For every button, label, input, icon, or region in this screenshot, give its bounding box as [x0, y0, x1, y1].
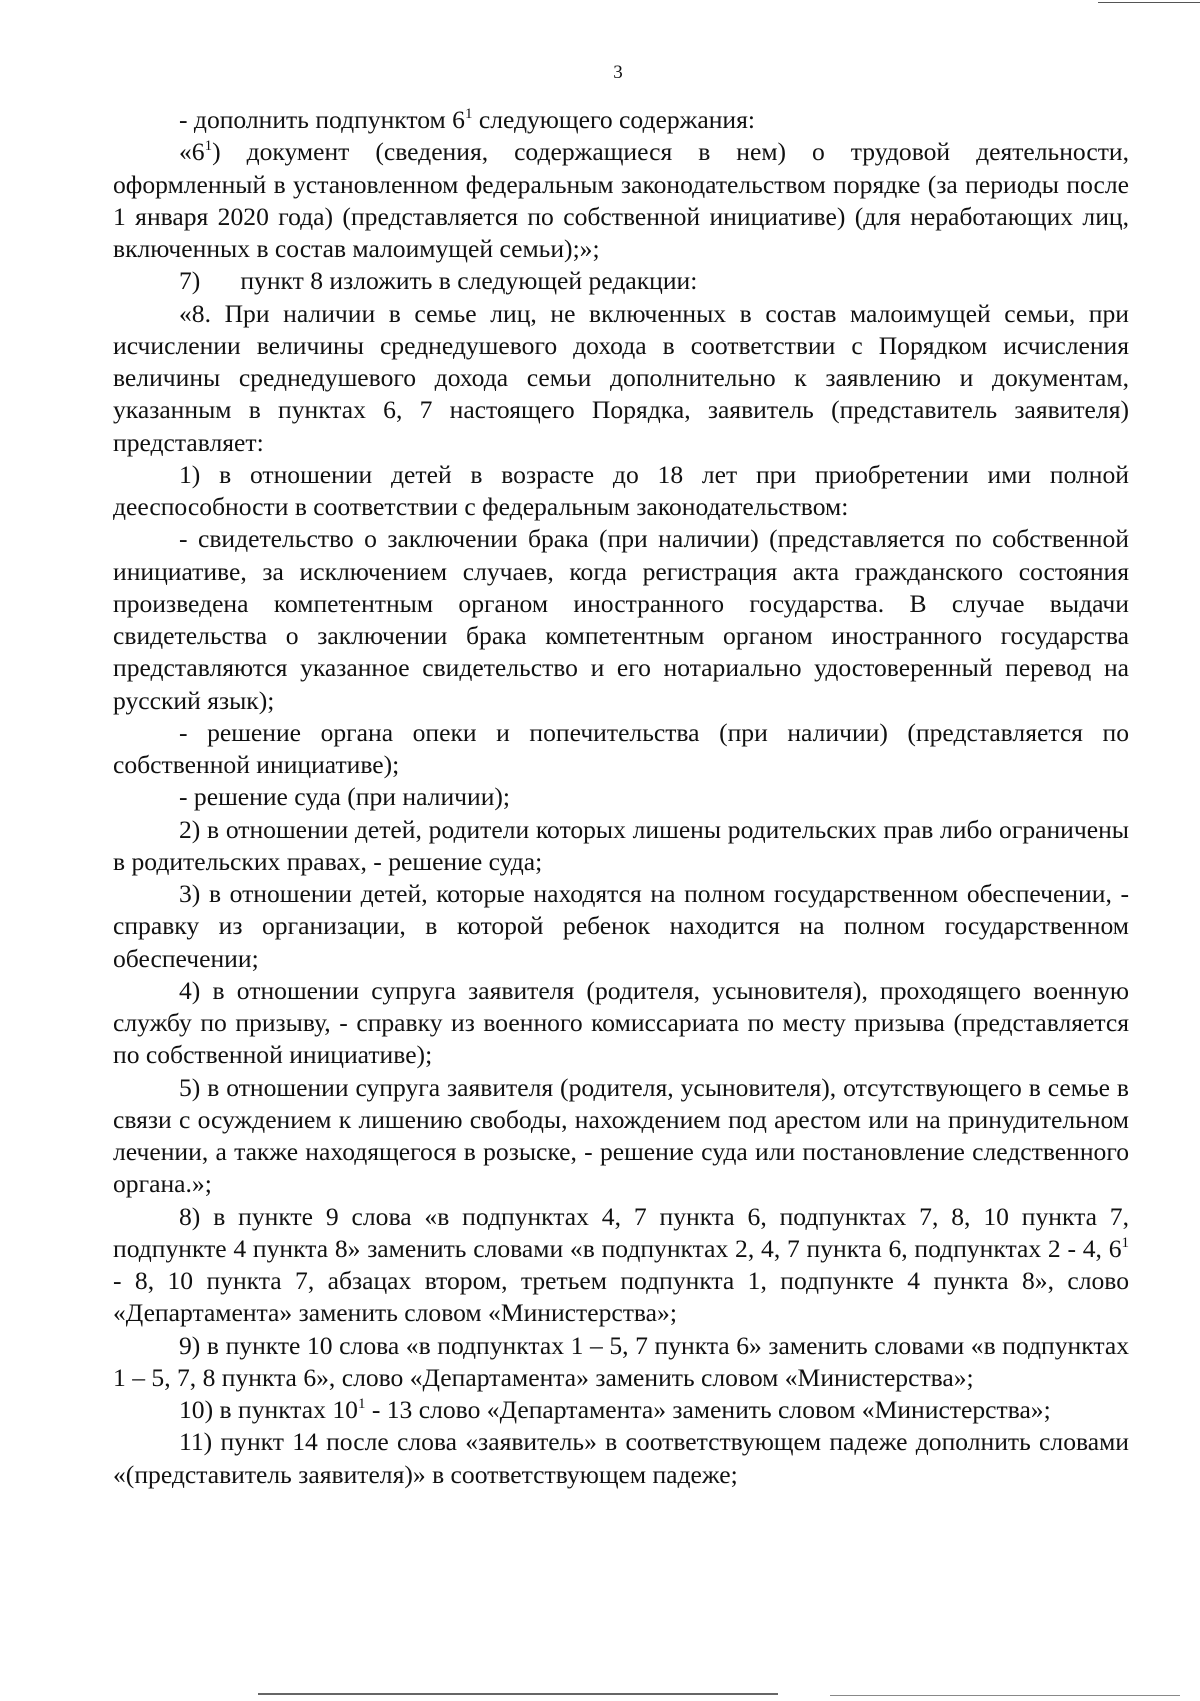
- text-fragment: - дополнить подпунктом 6: [179, 105, 465, 134]
- text-fragment: пункт 8 изложить в следующей редакции:: [240, 266, 698, 296]
- document-body: [113, 104, 1129, 1491]
- paragraph-item-8: [113, 1201, 1129, 1330]
- text-fragment: - 13 слово «Департамента» заменить словом «Министерства»;: [365, 1395, 1051, 1424]
- paragraph-subpoint-5: 5) в отношении супруга заявителя (родителя, усыновителя), отсутствующего в семье в связи с осуждением к лишению свободы, нахождением под арестом или на принудительном лечении, а также находящегося в розыске, - решение суда или постановление следственного органа.»;: [113, 1072, 1129, 1199]
- paragraph-subpoint-4: 4) в отношении супруга заявителя (родителя, усыновителя), проходящего военную службу по призыву, - справку из военного комиссариата по месту призыва (представляется по собственной инициативе);: [113, 975, 1129, 1070]
- text-fragment: 8) в пункте 9 слова «в подпунктах 4, 7 пункта 6, подпунктах 7, 8, 10 пункта 7, подпункте 4 пункта 8» заменить словами «в подпунктах 2, 4, 7 пункта 6, подпунктах 2 - 4, 6: [113, 1201, 1129, 1263]
- scan-edge-line-top: [1098, 2, 1200, 3]
- paragraph-guardianship-decision: - решение органа опеки и попечительства (при наличии) (представляется по собственной инициативе);: [113, 717, 1129, 779]
- paragraph-subpoint-1: 1) в отношении детей в возрасте до 18 лет при приобретении ими полной дееспособности в соответствии с федеральным законодательством:: [113, 459, 1129, 521]
- superscript: 1: [464, 106, 473, 122]
- paragraph-add-subitem: [113, 104, 1129, 136]
- scan-edge-line-bottom: [258, 1693, 778, 1695]
- paragraph-item-9: 9) в пункте 10 слова «в подпунктах 1 – 5, 7 пункта 6» заменить словами «в подпунктах 1 – 5, 7, 8 пункта 6», слово «Департамента» заменить словом «Министерства»;: [113, 1330, 1129, 1392]
- paragraph-item-7: [113, 265, 1129, 297]
- text-fragment: 10) в пунктах 10: [179, 1395, 358, 1424]
- paragraph-court-decision: - решение суда (при наличии);: [179, 782, 511, 812]
- page-number: 3: [613, 62, 623, 83]
- paragraph-subpoint-3: 3) в отношении детей, которые находятся на полном государственном обеспечении, - справку из организации, в которой ребенок находится на полном государственном обеспечении;: [113, 879, 1129, 973]
- text-fragment: следующего содержания:: [472, 105, 755, 134]
- paragraph-subitem-6-1: [113, 136, 1129, 265]
- list-number: 7): [179, 266, 201, 296]
- paragraph-item-11: 11) пункт 14 после слова «заявитель» в соответствующем падеже дополнить словами «(представитель заявителя)» в соответствующем падеже;: [113, 1427, 1129, 1489]
- scan-edge-line-bottom-right: [830, 1695, 1180, 1696]
- superscript: 1: [357, 1396, 366, 1412]
- text-fragment: «6: [179, 137, 205, 167]
- paragraph-subpoint-2: 2) в отношении детей, родители которых лишены родительских прав либо ограничены в родительских правах, - решение суда;: [113, 814, 1129, 876]
- text-fragment: - 8, 10 пункта 7, абзацах втором, третьем подпункта 1, подпункте 4 пункта 8», слово «Департамента» заменить словом «Министерства»;: [113, 1266, 1129, 1328]
- superscript: 1: [204, 138, 213, 155]
- paragraph-item-10: [113, 1394, 1129, 1426]
- paragraph-point-8: «8. При наличии в семье лиц, не включенных в состав малоимущей семьи, при исчислении величины среднедушевого дохода в соответствии с Порядком исчисления величины среднедушевого дохода семьи дополнительно к заявлению и документам, указанным в пунктах 6, 7 настоящего Порядка, заявитель (представитель заявителя) представляет:: [113, 298, 1129, 457]
- paragraph-marriage-certificate: - свидетельство о заключении брака (при наличии) (представляется по собственной инициативе, за исключением случаев, когда регистрация акта гражданского состояния произведена компетентным органом иностранного государства. В случае выдачи свидетельства о заключении брака компетентным органом иностранного государства представляются указанное свидетельство и его нотариально удостоверенный перевод на русский язык);: [113, 524, 1129, 715]
- superscript: 1: [1121, 1234, 1129, 1251]
- text-fragment: ) документ (сведения, содержащиеся в нем) о трудовой деятельности, оформленный в установленном федеральным законодательством порядке (за периоды после 1 января 2020 года) (представляется по собственной инициативе) (для неработающих лиц, включенных в состав малоимущей семьи);»;: [113, 137, 1129, 263]
